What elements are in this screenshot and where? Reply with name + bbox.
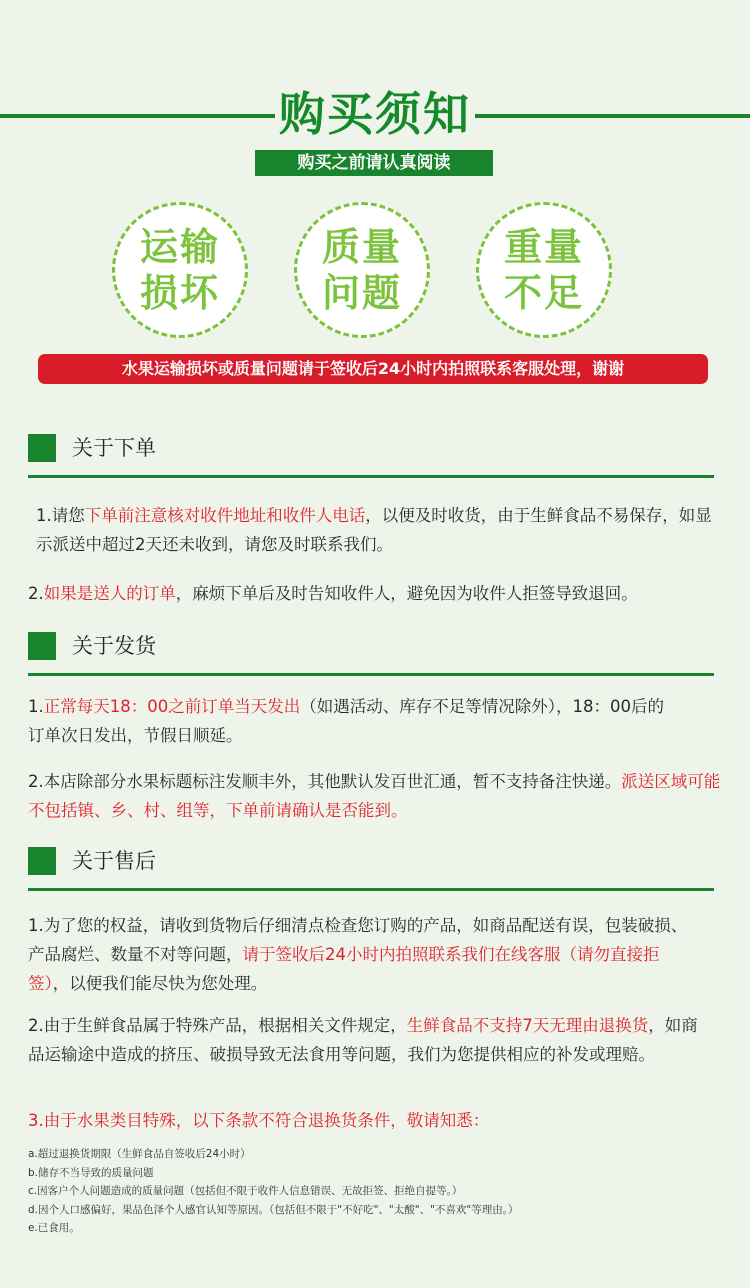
text: （如遇活动、库存不足等情况除外），18：00后的订单次日发出，节假日顺延。 [28, 697, 664, 745]
text: ，麻烦下单后及时告知收件人，避免因为收件人拒签导致退回。 [175, 584, 638, 603]
aftersale-paragraph-3: 3.由于水果类目特殊，以下条款不符合退换货条件，敬请知悉： [28, 1111, 490, 1130]
shipping-paragraph-1 [28, 692, 668, 750]
list-item: d.因个人口感偏好，果品色泽个人感官认知等原因。（包括但不限于"不好吃"、"太酸"、"不喜欢"等理由。） [28, 1203, 519, 1216]
text: 2. [28, 584, 44, 603]
section-aftersale-header [28, 847, 714, 887]
badge-transport-damage [112, 202, 248, 338]
list-item: e.已食用。 [28, 1222, 80, 1234]
badge-line: 运输 [139, 225, 220, 269]
text: ，以便及时收货，由于生鲜食品不易保存，如显示派送中超过2天还未收到，请您及时联系我们。 [36, 506, 712, 554]
section-rule [28, 673, 714, 676]
section-order-header [28, 434, 714, 474]
badge-line: 问题 [321, 271, 402, 315]
order-paragraph-1 [36, 501, 716, 559]
highlight-text: 下单前注意核对收件地址和收件人电话 [84, 506, 366, 525]
list-item: c.因客户个人问题造成的质量问题（包括但不限于收件人信息错误、无故拒签、拒绝自提等。） [28, 1185, 463, 1197]
badge-quality-issue [294, 202, 430, 338]
highlight-text: 正常每天18：00之前订单当天发出 [43, 697, 301, 716]
section-marker [28, 632, 56, 660]
page-title: 购买须知 [279, 87, 471, 141]
notice-banner: 水果运输损坏或质量问题请于签收后24小时内拍照联系客服处理，谢谢 [38, 354, 708, 384]
text: 1. [28, 697, 44, 716]
section-title: 关于售后 [72, 849, 156, 873]
badge-line: 损坏 [139, 271, 220, 315]
text: 1.请您 [36, 506, 85, 525]
exclusion-list [28, 1145, 728, 1238]
highlight-text: 请于签收后24小时内拍照联系我们在线客服（请勿直接拒签） [28, 945, 660, 993]
page-subtitle: 购买之前请认真阅读 [255, 150, 493, 176]
shipping-paragraph-2 [28, 767, 723, 825]
section-marker [28, 434, 56, 462]
section-marker [28, 847, 56, 875]
aftersale-paragraph-2 [28, 1011, 698, 1069]
order-paragraph-2 [28, 579, 723, 608]
badge-line: 不足 [503, 271, 584, 315]
section-rule [28, 888, 714, 891]
badge-line: 重量 [503, 225, 584, 269]
section-shipping-header [28, 632, 714, 672]
text: ，以便我们能尽快为您处理。 [52, 974, 268, 993]
text: ，如商品运输途中造成的挤压、破损导致无法食用等问题，我们为您提供相应的补发或理赔。 [28, 1016, 698, 1064]
aftersale-paragraph-1 [28, 911, 698, 998]
list-item: a.超过退换货期限（生鲜食品自签收后24小时） [28, 1148, 251, 1160]
highlight-text: 生鲜食品不支持7天无理由退换货 [406, 1016, 649, 1035]
list-item: b.储存不当导致的质量问题 [28, 1166, 154, 1179]
text: 2.本店除部分水果标题标注发顺丰外，其他默认发百世汇通，暂不支持备注快递。 [28, 772, 622, 791]
badge-line: 质量 [321, 225, 402, 269]
text: 1.为了您的权益，请收到货物后仔细清点检查您订购的产品，如商品配送有误，包装破损、产品腐烂、数量不对等问题， [28, 916, 688, 964]
section-title: 关于发货 [72, 634, 156, 658]
badge-weight-shortage [476, 202, 612, 338]
highlight-text: 派送区域可能不包括镇、乡、村、组等，下单前请确认是否能到。 [28, 772, 721, 820]
section-rule [28, 475, 714, 478]
highlight-text: 如果是送人的订单 [43, 584, 176, 603]
section-title: 关于下单 [72, 436, 156, 460]
text: 2.由于生鲜食品属于特殊产品，根据相关文件规定， [28, 1016, 407, 1035]
